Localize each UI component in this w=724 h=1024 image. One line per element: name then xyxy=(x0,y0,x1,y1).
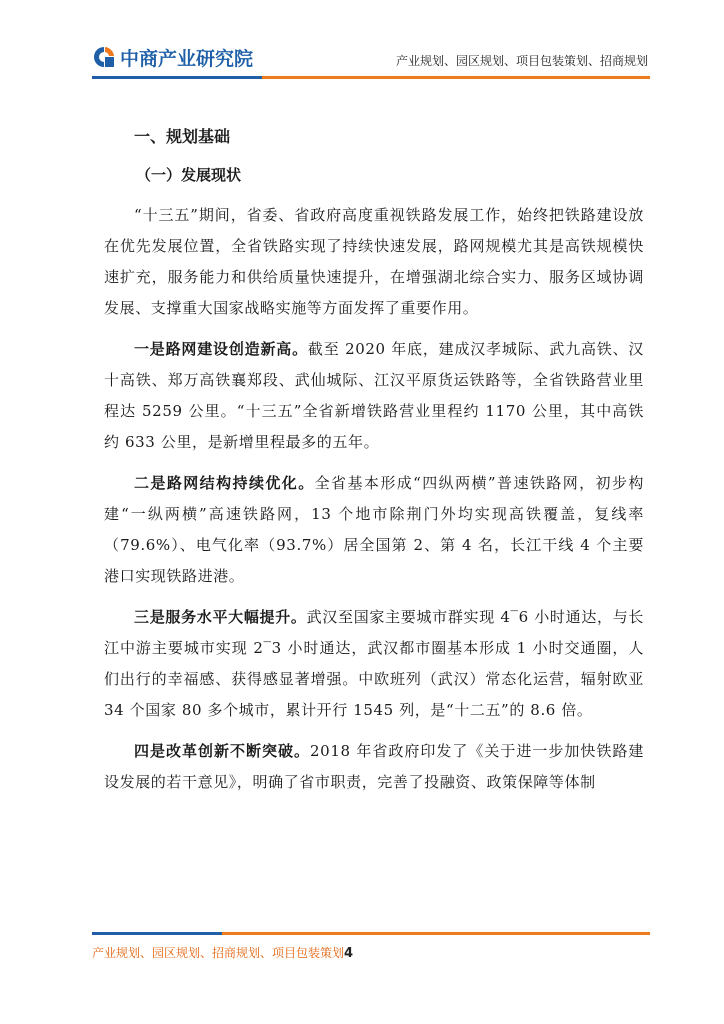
paragraph-lead: 二是路网结构持续优化。 xyxy=(134,474,315,492)
paragraph-intro xyxy=(104,200,644,324)
paragraph-text: 截至 2020 年底，建成汉孝城际、武九高铁、汉十高铁、郑万高铁襄郑段、武仙城际、江汉平原货运铁路等，全省铁路营业里程达 5259 公里。“十三五”全省新增铁路营业里程约 1170 公里，其中高铁约 633 公里，是新增里程最多的五年。 xyxy=(104,340,644,451)
footer-divider-orange xyxy=(222,932,650,935)
paragraph-lead: 三是服务水平大幅提升。 xyxy=(134,608,307,626)
paragraph-text: 2018 年省政府印发了《关于进一步加快铁路建设发展的若干意见》，明确了省市职责，完善了投融资、政策保障等体制 xyxy=(104,742,645,791)
page-header xyxy=(0,0,724,82)
section-subtitle: （一）发展现状 xyxy=(136,166,242,184)
footer-divider-blue xyxy=(92,932,222,935)
document-body xyxy=(104,122,644,798)
paragraph-network-construction xyxy=(104,334,644,458)
logo-text: 中商产业研究院 xyxy=(120,47,254,70)
header-divider-blue xyxy=(92,76,262,79)
paragraph-lead: 四是改革创新不断突破。 xyxy=(134,742,311,760)
paragraph-text: 全省基本形成“四纵两横”普速铁路网，初步构建“一纵两横”高速铁路网，13 个地市除荆门外均实现高铁覆盖，复线率（79.6%）、电气化率（93.7%）居全国第 2、第 4 名，长江干线 4 个主要港口实现铁路进港。 xyxy=(104,474,644,585)
footer-tagline: 产业规划、园区规划、招商规划、项目包装策划 xyxy=(92,946,345,960)
paragraph-service-level xyxy=(104,602,644,726)
paragraph-network-structure xyxy=(104,468,644,592)
page-number: 4 xyxy=(344,946,354,961)
company-logo xyxy=(92,44,253,70)
paragraph-text: 武汉至国家主要城市群实现 4‾6 小时通达，与长江中游主要城市实现 2‾3 小时通达，武汉都市圈基本形成 1 小时交通圈，人们出行的幸福感、获得感显著增强。中欧班列（武汉）常态化运营，辐射欧亚 34 个国家 80 多个城市，累计开行 1545 列，是“十二五”的 8.6 倍。 xyxy=(104,608,644,719)
header-divider-orange xyxy=(262,76,650,79)
paragraph-reform-innovation xyxy=(104,736,644,798)
header-tagline: 产业规划、园区规划、项目包装策划、招商规划 xyxy=(395,54,648,68)
logo-mark-icon xyxy=(92,45,116,69)
paragraph-lead: 一是路网建设创造新高。 xyxy=(134,340,308,358)
section-title: 一、规划基础 xyxy=(134,127,231,146)
page-footer xyxy=(92,944,353,961)
paragraph-text: “十三五”期间，省委、省政府高度重视铁路发展工作，始终把铁路建设放在优先发展位置，全省铁路实现了持续快速发展，路网规模尤其是高铁规模快速扩充，服务能力和供给质量快速提升，在增强湖北综合实力、服务区域协调发展、支撑重大国家战略实施等方面发挥了重要作用。 xyxy=(104,206,644,317)
